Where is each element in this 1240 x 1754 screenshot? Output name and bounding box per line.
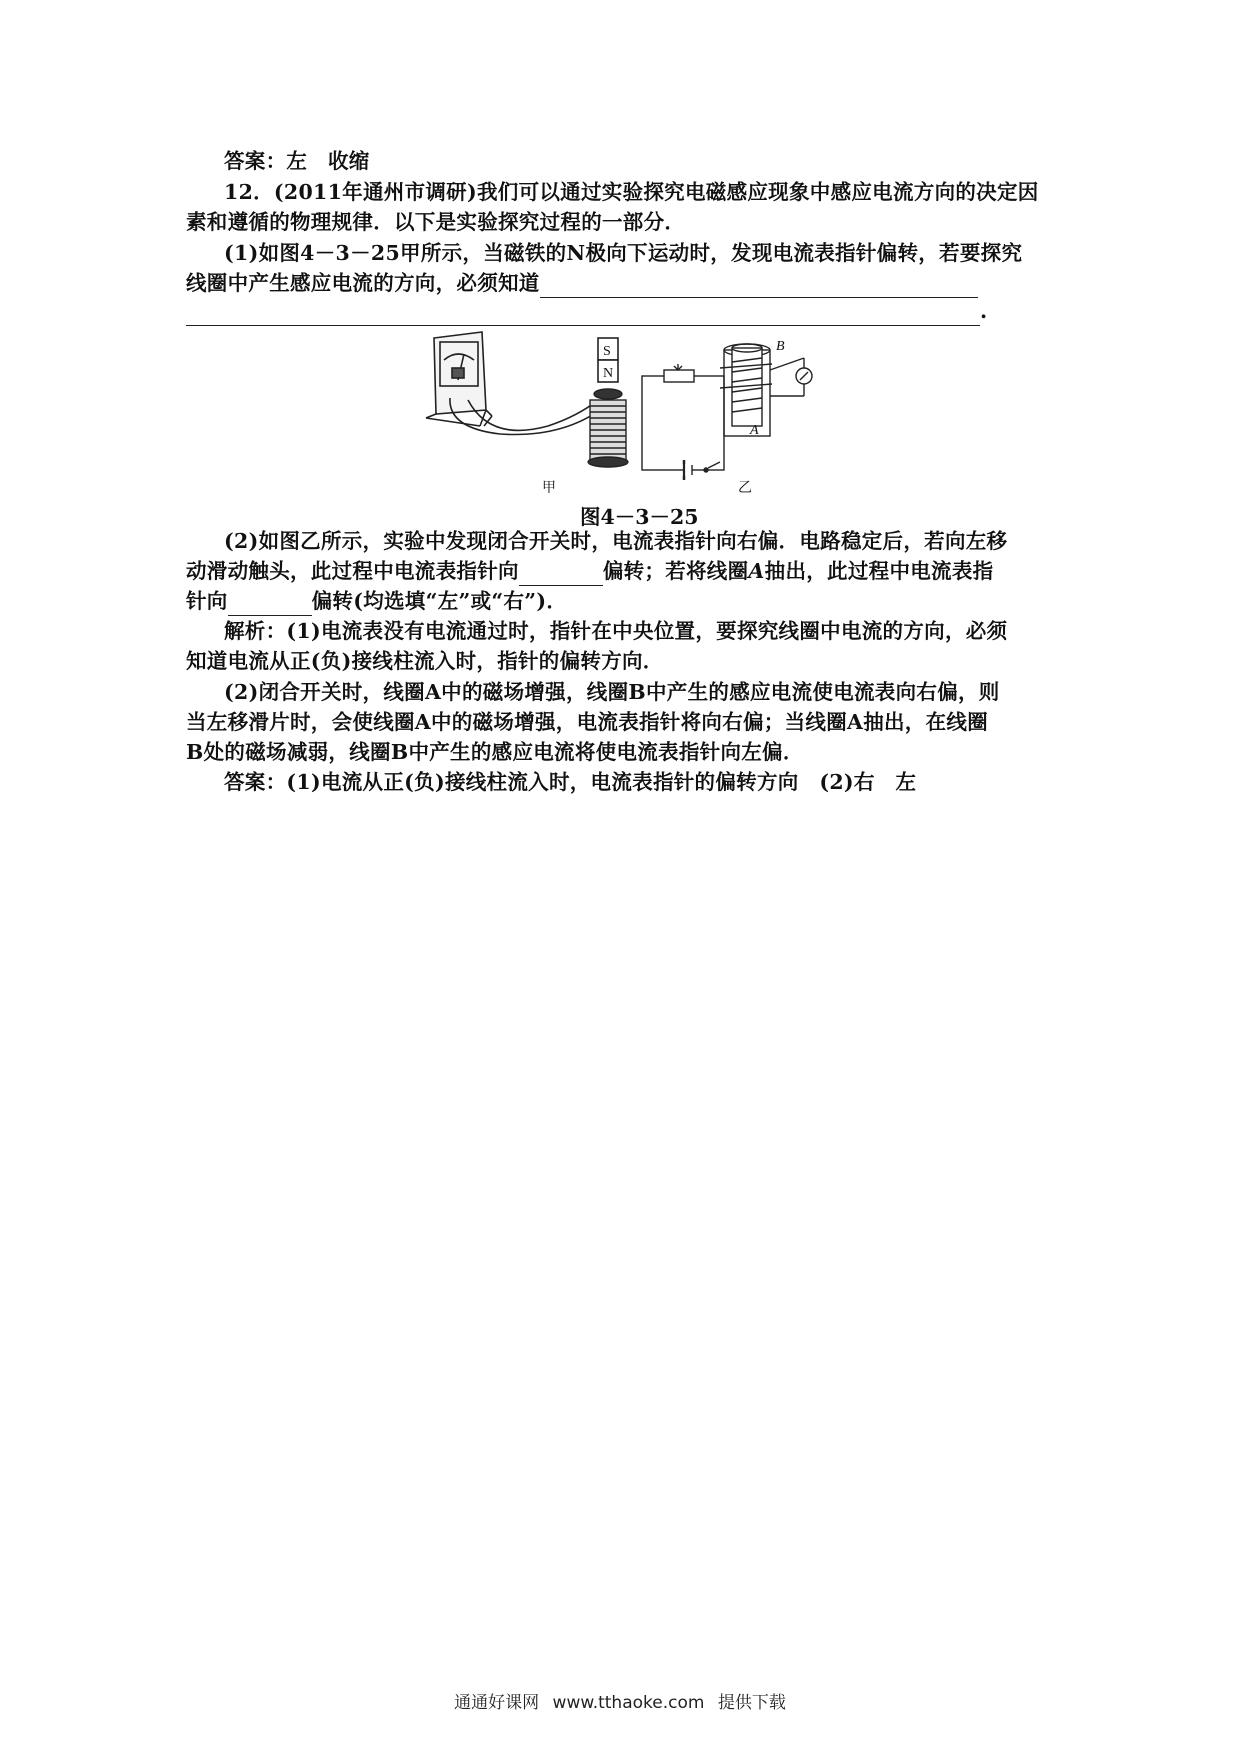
- part-1-prompt: 线圈中产生感应电流的方向，必须知道: [186, 271, 540, 295]
- part-2-coil-a: A: [748, 559, 765, 583]
- solution-2-line-2: 当左移滑片时，会使线圈A中的磁场增强，电流表指针将向右偏；当线圈A抽出，在线圈: [186, 710, 989, 734]
- footer-url[interactable]: www.tthaoke.com: [552, 1693, 705, 1713]
- figure-4-3-25: [420, 330, 880, 498]
- previous-answer: 答案：左 收缩: [224, 149, 370, 173]
- figure-caption: 图4－3－25: [580, 505, 699, 529]
- answer-blank-2a[interactable]: [519, 563, 603, 586]
- figure-yi-label: 乙: [738, 480, 752, 496]
- question-12-line-1: 12．(2011年通州市调研)我们可以通过实验探究电磁感应现象中感应电流方向的决定因: [224, 180, 1039, 204]
- solution-line-2: 知道电流从正(负)接线柱流入时，指针的偏转方向．: [186, 649, 664, 673]
- part-2-text-b: 偏转；若将线圈: [602, 559, 749, 583]
- magnet-n-label: N: [603, 366, 614, 381]
- question-12-line-2: 素和遵循的物理规律．以下是实验探究过程的一部分．: [186, 210, 686, 234]
- page-footer: [0, 1688, 1240, 1713]
- part-2-text-a: 动滑动触头，此过程中电流表指针向: [186, 559, 519, 583]
- footer-suffix: 提供下载: [717, 1693, 786, 1713]
- part-1-end-mark: .: [980, 299, 988, 323]
- figure-jia-label: 甲: [542, 480, 556, 496]
- figure-yi-circuit: [642, 344, 812, 480]
- coil-a-label: A: [750, 423, 759, 438]
- figure-jia-magnet: [598, 338, 618, 382]
- solution-2-line-1: (2)闭合开关时，线圈A中的磁场增强，线圈B中产生的感应电流使电流表向右偏，则: [224, 680, 1000, 704]
- part-2-text-e: 针向: [186, 589, 228, 613]
- part-1-line-3: [186, 296, 1054, 326]
- answer-blank-1b[interactable]: [186, 303, 980, 326]
- part-2-line-2: [186, 556, 1054, 586]
- figure-jia-galvanometer: [426, 332, 600, 435]
- figure-jia-coil: [588, 389, 628, 467]
- part-1-line-1: (1)如图4－3－25甲所示，当磁铁的N极向下运动时，发现电流表指针偏转，若要探究: [224, 241, 1023, 265]
- magnet-s-label: S: [603, 344, 611, 359]
- part-2-line-3: [186, 586, 1054, 616]
- final-answer: 答案：(1)电流从正(负)接线柱流入时，电流表指针的偏转方向 (2)右 左: [224, 770, 917, 794]
- part-2-line-1: (2)如图乙所示，实验中发现闭合开关时，电流表指针向右偏．电路稳定后，若向左移: [224, 529, 1008, 553]
- part-2-text-d: 抽出，此过程中电流表指: [764, 559, 994, 583]
- solution-2-line-3: B处的磁场减弱，线圈B中产生的感应电流将使电流表指针向左偏．: [186, 740, 804, 764]
- solution-line-1: 解析：(1)电流表没有电流通过时，指针在中央位置，要探究线圈中电流的方向，必须: [224, 619, 1008, 643]
- coil-b-label: B: [776, 339, 785, 354]
- footer-site-name: 通通好课网: [454, 1693, 540, 1713]
- answer-blank-1a[interactable]: [540, 275, 978, 298]
- part-2-text-f: 偏转(均选填“左”或“右”)．: [311, 589, 568, 613]
- answer-blank-2b[interactable]: [228, 593, 312, 616]
- part-1-line-2: [186, 268, 1054, 298]
